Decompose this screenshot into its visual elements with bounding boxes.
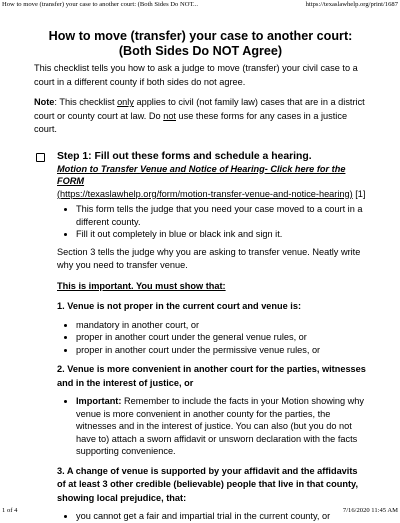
list-item: • This form tells the judge that you need your case moved to a court in a different county. xyxy=(76,203,367,228)
step-checkbox[interactable] xyxy=(36,153,45,162)
form-url[interactable]: (https://texaslawhelp.org/form/motion-transfer-venue-and-notice-hearing) xyxy=(57,188,353,199)
page-content xyxy=(34,29,367,523)
note-label: Note xyxy=(34,97,55,107)
step-1-body xyxy=(57,150,367,523)
important-label: Important: xyxy=(76,396,122,406)
list-item: • mandatory in another court, or xyxy=(76,319,367,332)
list-item: • proper in another court under the permissive venue rules, or xyxy=(76,344,367,357)
list-item: • you cannot get a fair and impartial trial in the current county, or xyxy=(76,510,367,523)
note-paragraph xyxy=(34,96,367,137)
page-title: How to move (transfer) your case to another court: (Both Sides Do NOT Agree) xyxy=(48,29,353,58)
intro-paragraph: This checklist tells you how to ask a judge to move (transfer) your civil case to a court in a different county if both sides do not agree. xyxy=(34,63,358,87)
note-text-3: use these forms for any cases in a justice court. xyxy=(34,110,348,134)
reason-1-bullets xyxy=(57,319,367,357)
section-3-paragraph: Section 3 tells the judge why you are asking to transfer venue. Neatly write why you need to transfer venue. xyxy=(57,246,361,270)
list-item: • Fill it out completely in blue or black ink and sign it. xyxy=(76,228,367,241)
print-header-url: https://texaslawhelp.org/print/1687 xyxy=(305,1,398,8)
print-timestamp: 7/16/2020 11:45 AM xyxy=(342,507,398,514)
print-footer xyxy=(2,507,398,515)
step-1-title: Step 1: Fill out these forms and schedule a hearing. xyxy=(57,150,312,162)
note-only: only xyxy=(117,97,134,107)
important-text: Remember to include the facts in your Motion showing why venue is more convenient in another county for the parties, the witnesses and in the interest of justice. You can also (but you do not have to) attach a sworn affidavit or unsworn declaration with the facts supporting convenience. xyxy=(76,396,364,456)
note-not: not xyxy=(163,110,176,121)
form-ref: [1] xyxy=(352,188,366,199)
page-count: 1 of 4 xyxy=(2,507,18,514)
form-link[interactable]: Motion to Transfer Venue and Notice of Hearing- Click here for the FORM xyxy=(57,163,346,186)
step-1 xyxy=(34,150,367,523)
reason-2: 2. Venue is more convenient in another court for the parties, witnesses and in the interest of justice, or xyxy=(57,364,366,388)
important-heading: This is important. You must show that: xyxy=(57,280,226,291)
reason-2-bullets xyxy=(57,395,367,458)
list-item: • proper in another court under the general venue rules, or xyxy=(76,331,367,344)
list-item xyxy=(76,395,367,458)
form-bullets xyxy=(57,203,367,241)
print-header-title: How to move (transfer) your case to another court: (Both Sides Do NOT... xyxy=(2,1,198,8)
reason-3: 3. A change of venue is supported by your affidavit and the affidavits of at least 3 other credible (believable) people that live in that county, showing local prejudice, that: xyxy=(57,465,359,503)
form-link-block xyxy=(57,163,367,201)
print-header xyxy=(2,1,398,9)
note-text-2: applies to civil (not family law) cases that are in a district court or county court at law. Do xyxy=(34,97,365,121)
note-text-1: : This checklist xyxy=(54,97,118,107)
reason-1: 1. Venue is not proper in the current court and venue is: xyxy=(57,301,302,311)
